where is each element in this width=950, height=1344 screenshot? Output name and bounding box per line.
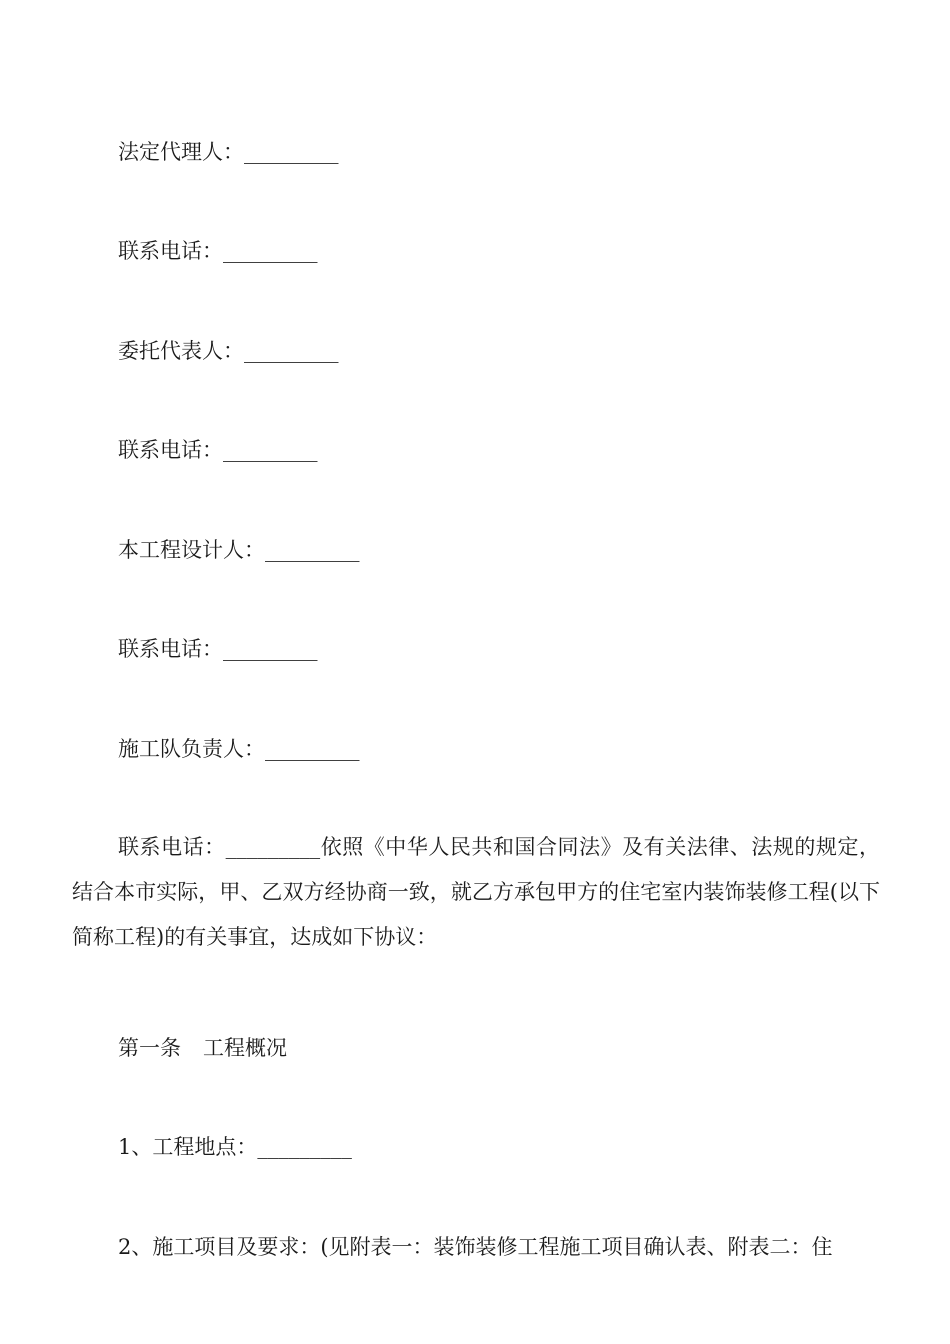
article-title: 工程概况 [203, 1036, 287, 1060]
field-label: 施工队负责人： [118, 737, 265, 761]
field-legal-representative [118, 138, 339, 166]
field-blank: _________ [244, 140, 339, 164]
field-label: 联系电话： [118, 239, 223, 263]
field-entrusted-representative [118, 337, 339, 365]
field-blank: _________ [223, 438, 318, 462]
field-phone-2 [118, 436, 318, 464]
field-blank: _________ [265, 737, 360, 761]
field-label: 委托代表人： [118, 339, 244, 363]
item-construction-items: 2、施工项目及要求：(见附表一：装饰装修工程施工项目确认表、附表二：住 [118, 1235, 833, 1259]
field-label: 联系电话： [118, 637, 223, 661]
field-label: 联系电话： [118, 438, 223, 462]
item-project-location [118, 1133, 352, 1161]
field-designer [118, 536, 360, 564]
field-blank: _________ [223, 239, 318, 263]
article-number: 第一条 [118, 1036, 181, 1060]
article-heading [118, 1034, 287, 1062]
field-label: 本工程设计人： [118, 538, 265, 562]
field-construction-leader [118, 735, 360, 763]
field-blank: _________ [265, 538, 360, 562]
field-label: 法定代理人： [118, 140, 244, 164]
field-phone-1 [118, 237, 318, 265]
field-phone-3 [118, 635, 318, 663]
field-blank: _________ [223, 637, 318, 661]
item-blank: _________ [257, 1135, 352, 1159]
field-blank: _________ [244, 339, 339, 363]
preamble-paragraph: 联系电话：_________依照《中华人民共和国合同法》及有关法律、法规的规定，结合本市实际，甲、乙双方经协商一致，就乙方承包甲方的住宅室内装饰装修工程(以下简称工程)的有关事宜，达成如下协议： [72, 835, 880, 949]
item-label: 1、工程地点： [118, 1135, 258, 1159]
